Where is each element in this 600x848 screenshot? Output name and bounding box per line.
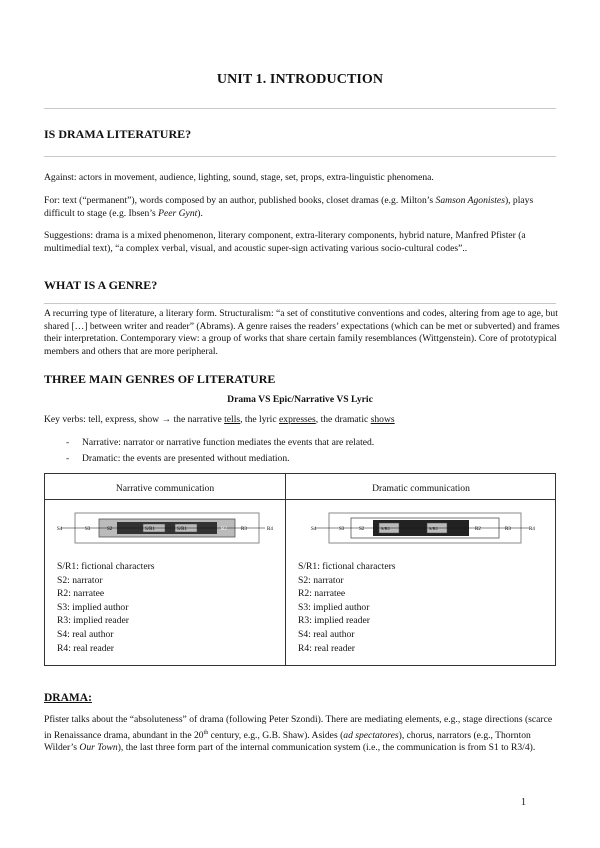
diagram-label-r2: R2 [221,527,227,532]
diagram-label-s1r1: S/R1 [177,527,188,532]
paragraph-for: For: text (“permanent”), words composed by an author, published books, closet dramas (e.g. Milton’s Samson Agonistes), plays difficult to stage (e.g. Ibsen’s Peer Gynt). [44,195,534,219]
diagram-label-r4: R4 [267,527,273,532]
subheading-drama-vs-epic: Drama VS Epic/Narrative VS Lyric [227,394,373,405]
dramatic-legend [298,560,396,655]
legend-item: R3: implied reader [57,615,129,627]
paragraph-genre: A recurring type of literature, a literary form. Structuralism: “a set of constitutive conventions and codes, altering from age to age, but shared […] between writer and reader” (Abrams). A genre raises the readers’ expectations (which can be met or subverted) and frames their interpretation. Contemporary view: a group of works that share certain family resemblances (Wittgenstein). Core of prototypical members and others that are more peripheral. [44,308,560,357]
diagram-label-r4: R4 [529,527,535,532]
diagram-label-s2: S2 [359,527,365,532]
heading-drama: DRAMA: [44,692,92,704]
legend-item: S3: implied author [57,601,129,613]
paragraph-suggestions: Suggestions: drama is a mixed phenomenon, literary component, extra-literary components, hybrid nature, Manfred Pfister (a multimedial text), “a complex verbal, visual, and acoustic super-sign activating various socio-cultural codes”.. [44,230,526,254]
legend-item: S3: implied author [298,601,370,613]
legend-item: R2: narratee [298,588,346,600]
heading-what-is-a-genre: WHAT IS A GENRE? [44,278,158,292]
diagram-label-r2: R2 [475,527,481,532]
divider [44,156,556,157]
table-header-divider [45,499,555,500]
diagram-label-s3: S3 [339,527,345,532]
table-header-narrative: Narrative communication [115,483,215,494]
table-header-dramatic: Dramatic communication [372,483,470,494]
legend-item: R4: real reader [57,642,114,654]
paragraph-drama: Pfister talks about the “absoluteness” of drama (following Peter Szondi). There are mediating elements, e.g., stage directions (scarce in Renaissance drama, abundant in the 20th century, e.g., G.B. Shaw). Asides (ad spectatores), chorus, narrators (e.g., Thornton Wilder’s Our Town), the last three form part of the internal communication system (i.e., the communication is from S1 to R3/4). [44,714,553,754]
legend-item: S4: real author [298,628,355,640]
heading-three-main-genres: THREE MAIN GENRES OF LITERATURE [44,372,276,386]
diagram-label-r3: R3 [241,527,247,532]
legend-item: S/R1: fictional characters [57,561,155,572]
legend-item: S/R1: fictional characters [298,561,396,572]
diagram-label-s1r1: S/R1 [145,527,156,532]
page-title: UNIT 1. INTRODUCTION [216,72,384,87]
narrative-communication-diagram [55,512,277,544]
legend-item: R2: narratee [57,588,105,600]
diagram-label-s3: S3 [85,527,91,532]
diagram-label-r3: R3 [505,527,511,532]
diagram-label-s2: S2 [107,527,113,532]
diagram-label-s4: S4 [57,527,63,532]
legend-item: S2: narrator [298,574,344,586]
diagram-label-s4: S4 [311,527,317,532]
paragraph-key-verbs: Key verbs: tell, express, show → the narrative tells, the lyric expresses, the dramatic shows [44,414,395,425]
divider [44,108,556,109]
diagram-label-s1r1: S/R1 [429,526,439,531]
legend-item: R4: real reader [298,642,355,654]
narrative-legend [57,560,155,655]
list-item: - Dramatic: the events are presented without mediation. [66,453,290,464]
legend-item: S4: real author [57,628,114,640]
legend-item: R3: implied reader [298,615,370,627]
page-number: 1 [521,797,526,808]
list-item: - Narrative: narrator or narrative function mediates the events that are related. [66,437,375,448]
legend-item: S2: narrator [57,574,103,586]
diagram-label-s1r1: S/R1 [381,526,391,531]
paragraph-against: Against: actors in movement, audience, lighting, sound, stage, set, props, extra-linguistic phenomena. [44,172,434,183]
heading-is-drama-literature: IS DRAMA LITERATURE? [44,127,192,141]
table-column-divider [285,474,286,665]
communication-table [44,473,556,666]
divider [44,303,556,304]
dramatic-communication-diagram [309,512,541,544]
